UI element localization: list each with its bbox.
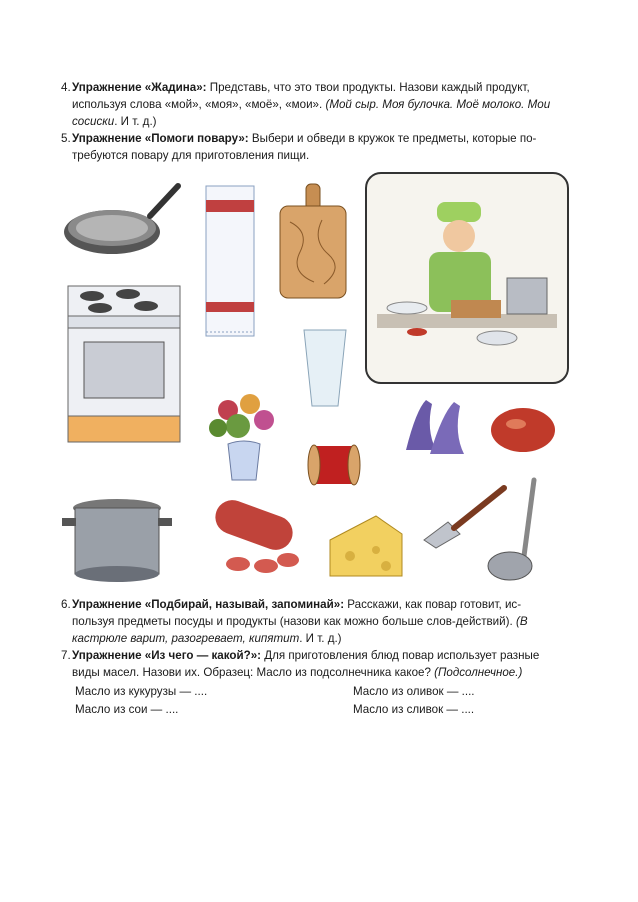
- answer-line: Масло из сои — ....: [75, 702, 179, 716]
- pot-icon: [62, 494, 172, 584]
- answer-line: Масло из кукурузы — ....: [75, 685, 208, 698]
- exercise-text: Для приготовления блюд повар использует разные виды масел. Назови их. Образец: Масло из подсолнечника какое?: [72, 649, 540, 680]
- exercise-example: (В кастрюле варит, разогревает, кипятит: [72, 615, 528, 646]
- cutting-board-icon: [276, 182, 352, 302]
- towel-icon: [200, 182, 260, 342]
- answers-left-column: [75, 683, 207, 718]
- exercise-example: (Подсолнечное.): [434, 666, 523, 680]
- exercise-example: (Мой сыр. Моя булочка. Моё молоко. Мои сосиски: [72, 98, 551, 129]
- answer-line: Масло из сливок — ....: [353, 702, 475, 716]
- exercise-4: [61, 79, 561, 131]
- chef-icon: [367, 174, 567, 382]
- exercise-title: Упражнение «Жадина»:: [72, 81, 207, 94]
- exercise-7: [61, 647, 561, 681]
- ladle-icon: [484, 476, 554, 586]
- exercise-number: 7.: [61, 649, 71, 662]
- exercise-title: Упражнение «Из чего — какой?»:: [72, 649, 262, 662]
- exercise-title: Упражнение «Подбирай, называй, запоминай»:: [72, 598, 345, 611]
- exercise-text: Представь, что это твои продукты. Назови каждый продукт, используя слова «мой», «моя», «моё», «мои».: [72, 81, 530, 112]
- exercise-text: Расскажи, как повар готовит, ис-пользуя предметы посуды и продукты (назови как можно больше слов-действий).: [72, 598, 522, 629]
- exercise-tail: . И т. д.): [114, 115, 157, 129]
- exercise-6: [61, 596, 561, 648]
- exercise-number: 4.: [61, 81, 71, 94]
- answers-right-column: [353, 683, 475, 718]
- frying-pan-icon: [62, 180, 182, 260]
- glass-icon: [300, 326, 350, 411]
- chef-picture: [365, 172, 569, 384]
- exercise-number: 6.: [61, 598, 71, 611]
- thread-spool-icon: [300, 440, 375, 490]
- shoes-icon: [396, 390, 471, 460]
- flower-vase-icon: [198, 380, 290, 490]
- sausage-icon: [208, 494, 308, 579]
- answer-line: Масло из оливок — ....: [353, 685, 475, 698]
- bun-icon: [488, 404, 558, 454]
- exercise-text: Выбери и обведи в кружок те предметы, которые по-требуются повару для приготовления пищи.: [72, 132, 537, 163]
- stove-icon: [64, 282, 184, 447]
- exercise-tail: . И т. д.): [299, 632, 342, 646]
- exercise-5: [61, 130, 561, 164]
- exercise-title: Упражнение «Помоги повару»:: [72, 132, 249, 145]
- cheese-icon: [326, 510, 406, 580]
- exercise-number: 5.: [61, 132, 71, 145]
